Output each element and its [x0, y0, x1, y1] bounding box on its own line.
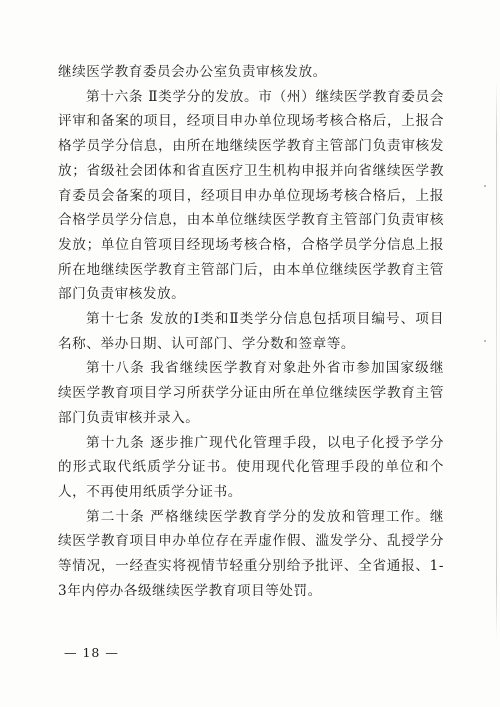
paragraph-article-18: 第十八条 我省继续医学教育对象赴外省市参加国家级继续医学教育项目学习所获学分证由所在单位继续医学教育主管部门负责审核并录入。	[58, 360, 444, 426]
page-number: — 18 —	[64, 645, 119, 660]
scan-edge-line	[496, 80, 497, 640]
paragraph-article-17: 第十七条 发放的Ⅰ类和Ⅱ类学分信息包括项目编号、项目名称、举办日期、认可部门、学分数和签章等。	[58, 311, 444, 352]
scan-speck	[484, 340, 486, 342]
paragraph-article-19: 第十九条 逐步推广现代化管理手段，以电子化授予学分的形式取代纸质学分证书。使用现代化管理手段的单位和个人，不再使用纸质学分证书。	[58, 434, 444, 500]
scan-speck	[484, 185, 486, 187]
paragraph-article-16: 第十六条 Ⅱ类学分的发放。市（州）继续医学教育委员会评审和备案的项目，经项目申办单位现场考核合格后，上报合格学员学分信息，由所在地继续医学教育主管部门负责审核发放；省级社会团体和省直医疗卫生机构申报并向省继续医学教育委员会备案的项目，经项目申办单位现场考核合格后，上报合格学员学分信息，由本单位继续医学教育主管部门负责审核发放；单位自管项目经现场考核合格，合格学员学分信息上报所在地继续医学教育主管部门后，由本单位继续医学教育主管部门负责审核发放。	[58, 88, 444, 303]
document-body	[58, 60, 444, 603]
paragraph-article-20: 第二十条 严格继续医学教育学分的发放和管理工作。继续医学教育项目申办单位存在弄虚作假、滥发学分、乱授学分等情况，一经查实将视情节轻重分别给予批评、全省通报、1-3年内停办各级继续医学教育项目等处罚。	[58, 508, 444, 599]
paragraph-continuation: 继续医学教育委员会办公室负责审核发放。	[58, 64, 327, 80]
